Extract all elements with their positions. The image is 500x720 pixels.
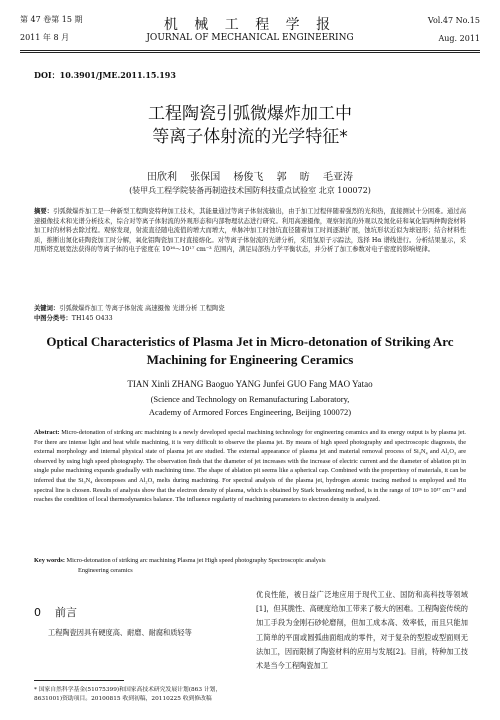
classification-cn-label: 中图分类号： <box>34 315 72 322</box>
doi: DOI：10.3901/JME.2011.15.193 <box>34 70 176 80</box>
footnote: * 国家自然科学基金(51075399)和国家高技术研究发展计划(863 计划，8631001)资助项目。20100815 收到初稿，20110225 收到修改稿 <box>34 687 222 702</box>
section-title: 前言 <box>55 606 77 619</box>
journal-name-cn: 机 械 工 程 学 报 <box>163 17 337 33</box>
authors-cn: 田欣利 张保国 杨俊飞 郭 昉 毛亚涛 <box>147 172 353 183</box>
abstract-cn <box>34 207 466 255</box>
title-en <box>30 333 470 369</box>
classification-cn <box>34 314 466 324</box>
header-rule-thin <box>20 52 480 53</box>
affiliation-en-line1: (Science and Technology on Remanufacturing Laboratory, <box>150 394 350 404</box>
keywords-en-line1: Micro-detonation of striking arc machining Plasma jet High speed photography Spectroscopic analysis <box>66 557 326 564</box>
section-number: 0 <box>34 606 41 619</box>
keywords-cn-label: 关键词： <box>34 305 60 312</box>
abstract-en-label: Abstract: <box>34 429 60 436</box>
volume-en: Vol.47 No.15 <box>427 16 480 25</box>
title-cn <box>0 103 500 149</box>
title-en-line1: Optical Characteristics of Plasma Jet in Micro-detonation of Striking Arc <box>46 334 454 349</box>
classification-cn-text: TH145 O433 <box>71 315 113 322</box>
authors-en: TIAN Xinli ZHANG Baoguo YANG Junfei GUO Fang MAO Yatao <box>127 379 373 389</box>
keywords-cn-text: 引弧微爆炸加工 等离子体射流 高速摄像 光谱分析 工程陶瓷 <box>59 305 225 312</box>
abstract-cn-text: 引弧微爆炸加工是一种新型工程陶瓷特种加工技术，其能量通过等离子体射流输出，由于加工过程伴随着强烈的光和热，直接测试十分困难。通过高速摄像技术和光谱分析技术，综合对等离子体射流的外观形态和内部物理状态进行研究。利用高速摄像，观察射流的外观以及氮化硅和氧化铝两种陶瓷材料加工时的材料去除过程。观察发现，射流直径随电流值的增大而增大，单脉冲加工时蚀坑直径随着加工时间逐渐扩展，蚀坑形状近似为球冠形；结合材料性质，推断出氮化硅陶瓷加工时分解，氧化铝陶瓷加工时直接熔化。对等离子体射流的光谱分析，采用氢原子示踪法，选择 Hα 谱线进行。分析结果显示，采用斯塔克展宽法获得的等离子体的电子密度在 10¹⁶～10¹⁷ cm⁻³ 范围内，满足局部热力学平衡状态，并分析了加工参数对电子密度的影响规律。 <box>34 208 467 254</box>
abstract-en <box>34 428 466 505</box>
keywords-en-label: Key words: <box>34 557 65 564</box>
title-cn-line2: 等离子体射流的光学特征* <box>152 127 348 147</box>
affiliation-cn: (装甲兵工程学院装备再制造技术国防科技重点试验室 北京 100072) <box>129 186 371 195</box>
journal-name-en: JOURNAL OF MECHANICAL ENGINEERING <box>146 33 354 43</box>
body-text-left: 工程陶瓷因具有硬度高、耐磨、耐腐和质轻等 <box>48 628 192 637</box>
title-en-line2: Machining for Engineering Ceramics <box>146 352 354 367</box>
journal-header <box>20 14 480 50</box>
volume-cn: 第 47 卷第 15 期 <box>20 15 83 24</box>
title-cn-line1: 工程陶瓷引弧微爆炸加工中 <box>148 104 352 124</box>
keywords-en-line2: Engineering ceramics <box>78 567 133 574</box>
date-en: Aug. 2011 <box>438 34 480 43</box>
abstract-en-text: Micro-detonation of striking arc machining is a newly developed special machining technology for engineering ceramics and its energy output is by plasma jet. For there are intense light and heat while machining, it is very difficult to observe the plasma jet. By means of high speed photography and spectroscopic diagnosis, the external morphology and internal physical state of plasma jet are studied. The external appearance of plasma jet and material removal process of Si₃N₄ and Al₂O₃ are observed by using high speed photography. The observation finds that the diameter of jet increases with the increase of electric current and the diameter of ablation pit in single pulse machining expands gradually with machining time. The shape of ablation pit seems like a spherical cap. Combined with the propertiesy of materials, it can be inferred that the Si₃N₄ decomposes and Al₂O₃ melts during machining. For spectral analysis of the plasma jet, hydrogen atomic tracing method is employed and Hα spectral line is chosen. Results of analysis show that the electron density of plasma, which is obtained by Stark broadening method, is in the range of 10¹⁶ to 10¹⁷ cm⁻³ and reaches the condition of local thermodynamics balance. The influence regularity of machining parameters to electron density is analyzed. <box>34 429 467 504</box>
keywords-en <box>34 556 466 576</box>
abstract-cn-label: 摘要： <box>34 208 54 215</box>
date-cn: 2011 年 8 月 <box>20 33 70 42</box>
footnote-rule <box>34 680 124 681</box>
section-heading <box>34 604 77 620</box>
header-rule <box>20 50 480 51</box>
body-text-right: 优良性能，被日益广泛地应用于现代工业、国防和高科技等领域[1]，但其脆性、高硬度给加工带来了极大的困难。工程陶瓷传统的加工手段为金刚石砂轮磨削，但加工成本高、效率低，而且只能加工简单的平面或圆弧曲面组成的零件，对于复杂的型腔或型面则无法加工，因而限制了陶瓷材料的应用与发展[2]。目前，特种加工技术是当今工程陶瓷加工 <box>256 590 468 671</box>
keywords-cn <box>34 304 466 314</box>
affiliation-en-line2: Academy of Armored Forces Engineering, Beijing 100072) <box>148 407 352 417</box>
